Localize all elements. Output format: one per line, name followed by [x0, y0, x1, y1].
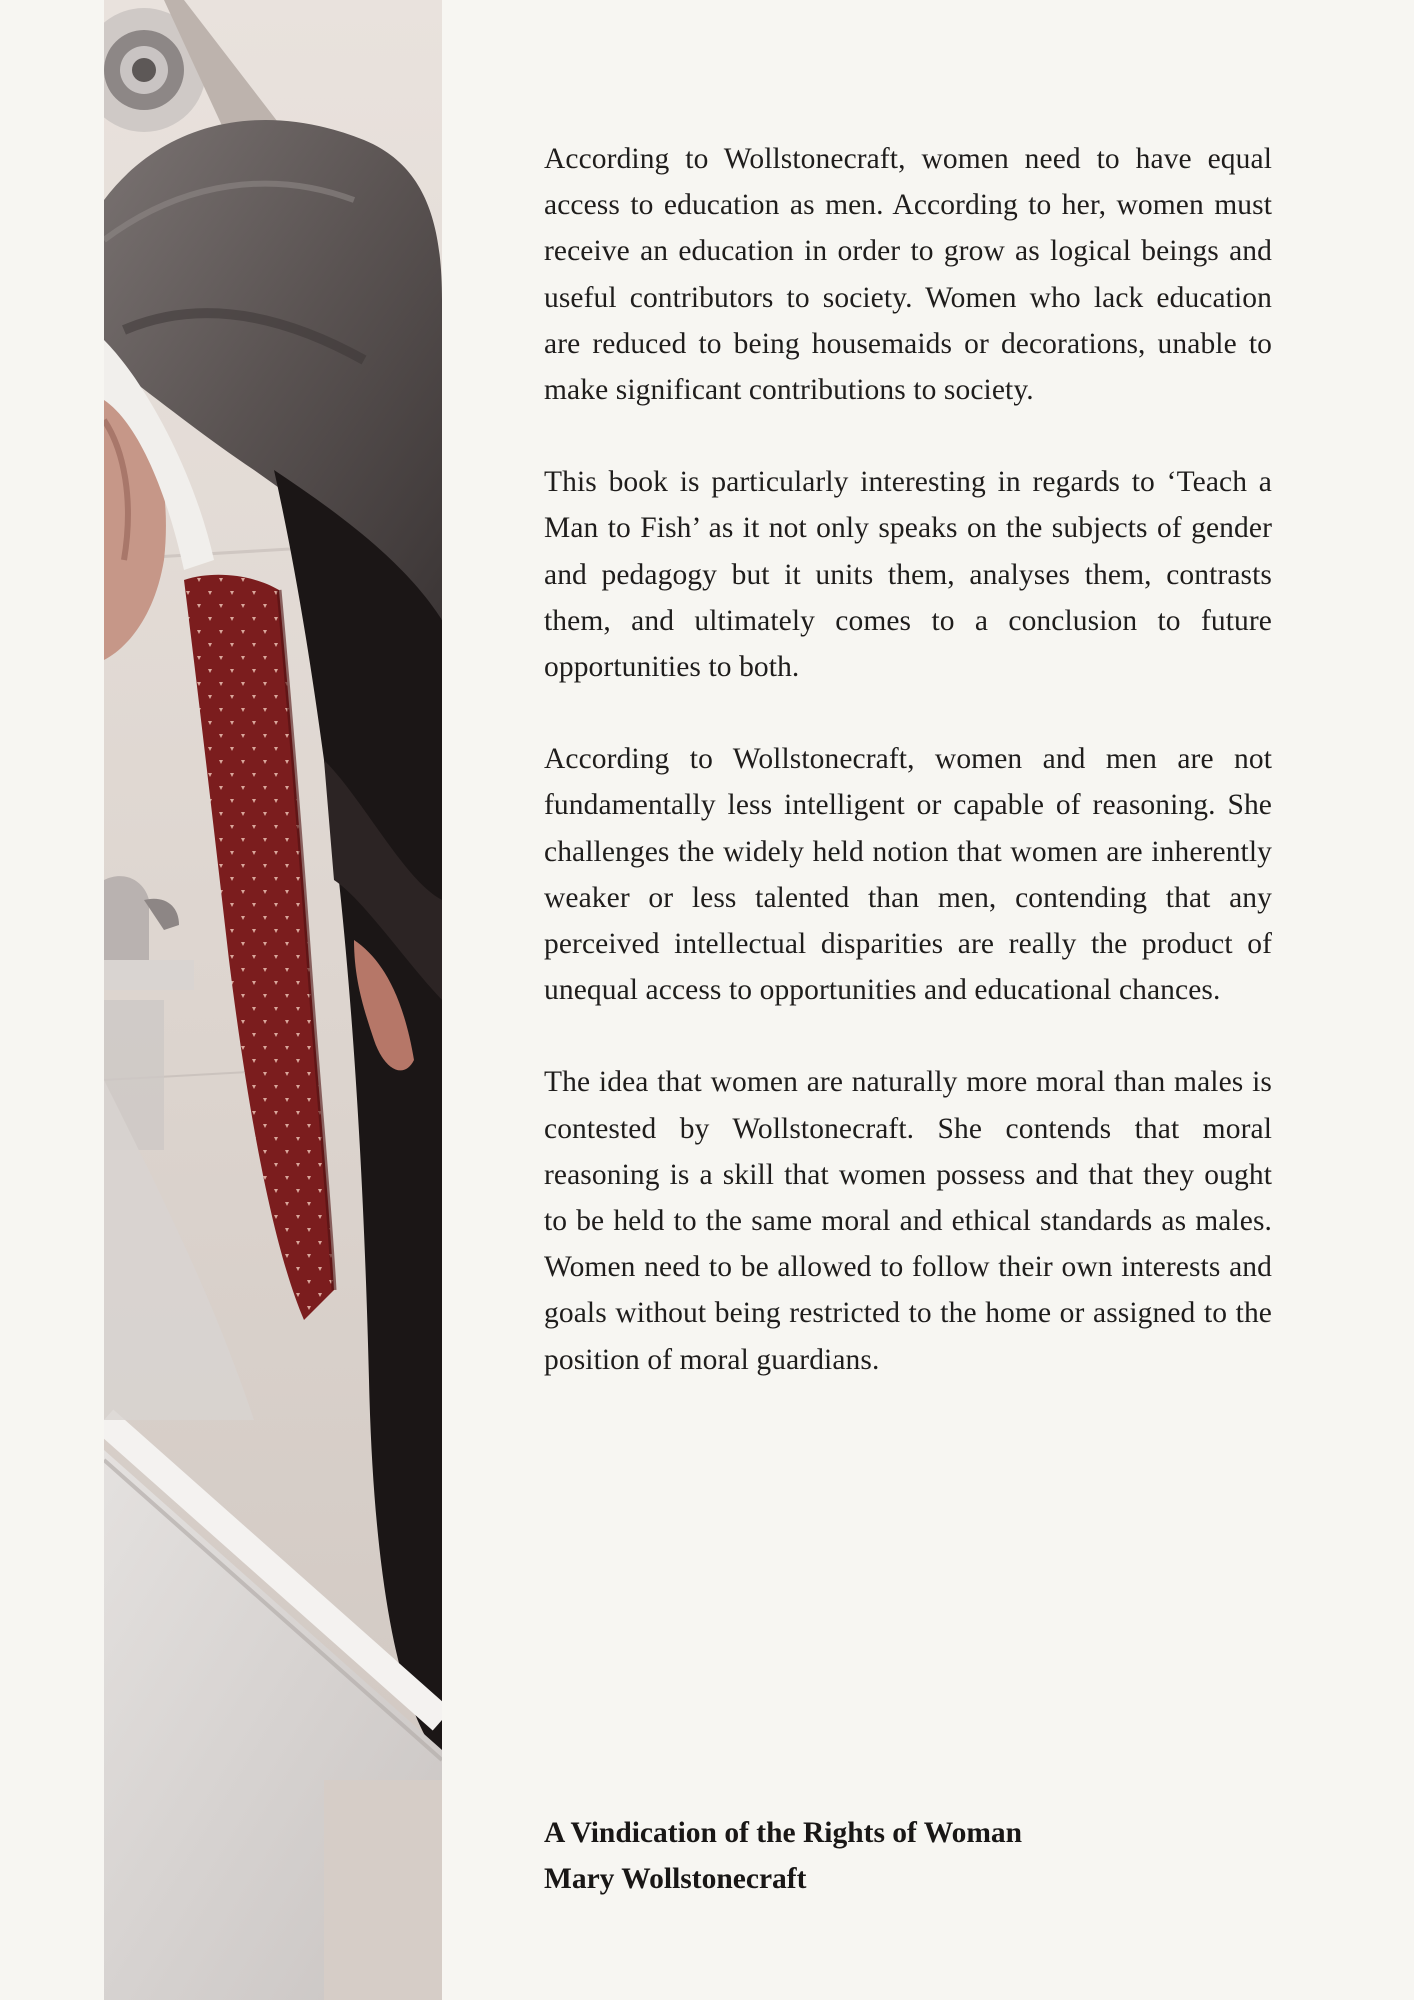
paragraph-2: This book is particularly interesting in regards to ‘Teach a Man to Fish’ as it not only speaks on the subjects of gender and pedagogy but it units them, analyses them, contrasts them, and ultimately comes to a conclusion to future opportunities to both. [544, 466, 1272, 684]
book-citation [544, 1810, 1272, 1902]
book-author: Mary Wollstonecraft [544, 1863, 807, 1895]
book-title: A Vindication of the Rights of Woman [544, 1817, 1023, 1849]
article-body [544, 136, 1272, 1429]
paragraph-4: The idea that women are naturally more moral than males is contested by Wollstonecraft. She contends that moral reasoning is a skill that women possess and that they ought to be held to the same moral and ethical standards as males. Women need to be allowed to follow their own interests and goals without being restricted to the home or assigned to the position of moral guardians. [544, 1066, 1272, 1376]
paragraph-1: According to Wollstonecraft, women need to have equal access to education as men. According to her, women must receive an education in order to grow as logical beings and useful contributors to society. Women who lack education are reduced to being housemaids or decorations, unable to make significant contributions to society. [544, 143, 1272, 407]
photo-strip [104, 0, 442, 2000]
man-in-suit-photo [104, 0, 442, 2000]
paragraph-3: According to Wollstonecraft, women and men are not fundamentally less intelligent or capable of reasoning. She challenges the widely held notion that women are inherently weaker or less talented than men, contending that any perceived intellectual disparities are really the product of unequal access to opportunities and educational chances. [544, 743, 1272, 1007]
